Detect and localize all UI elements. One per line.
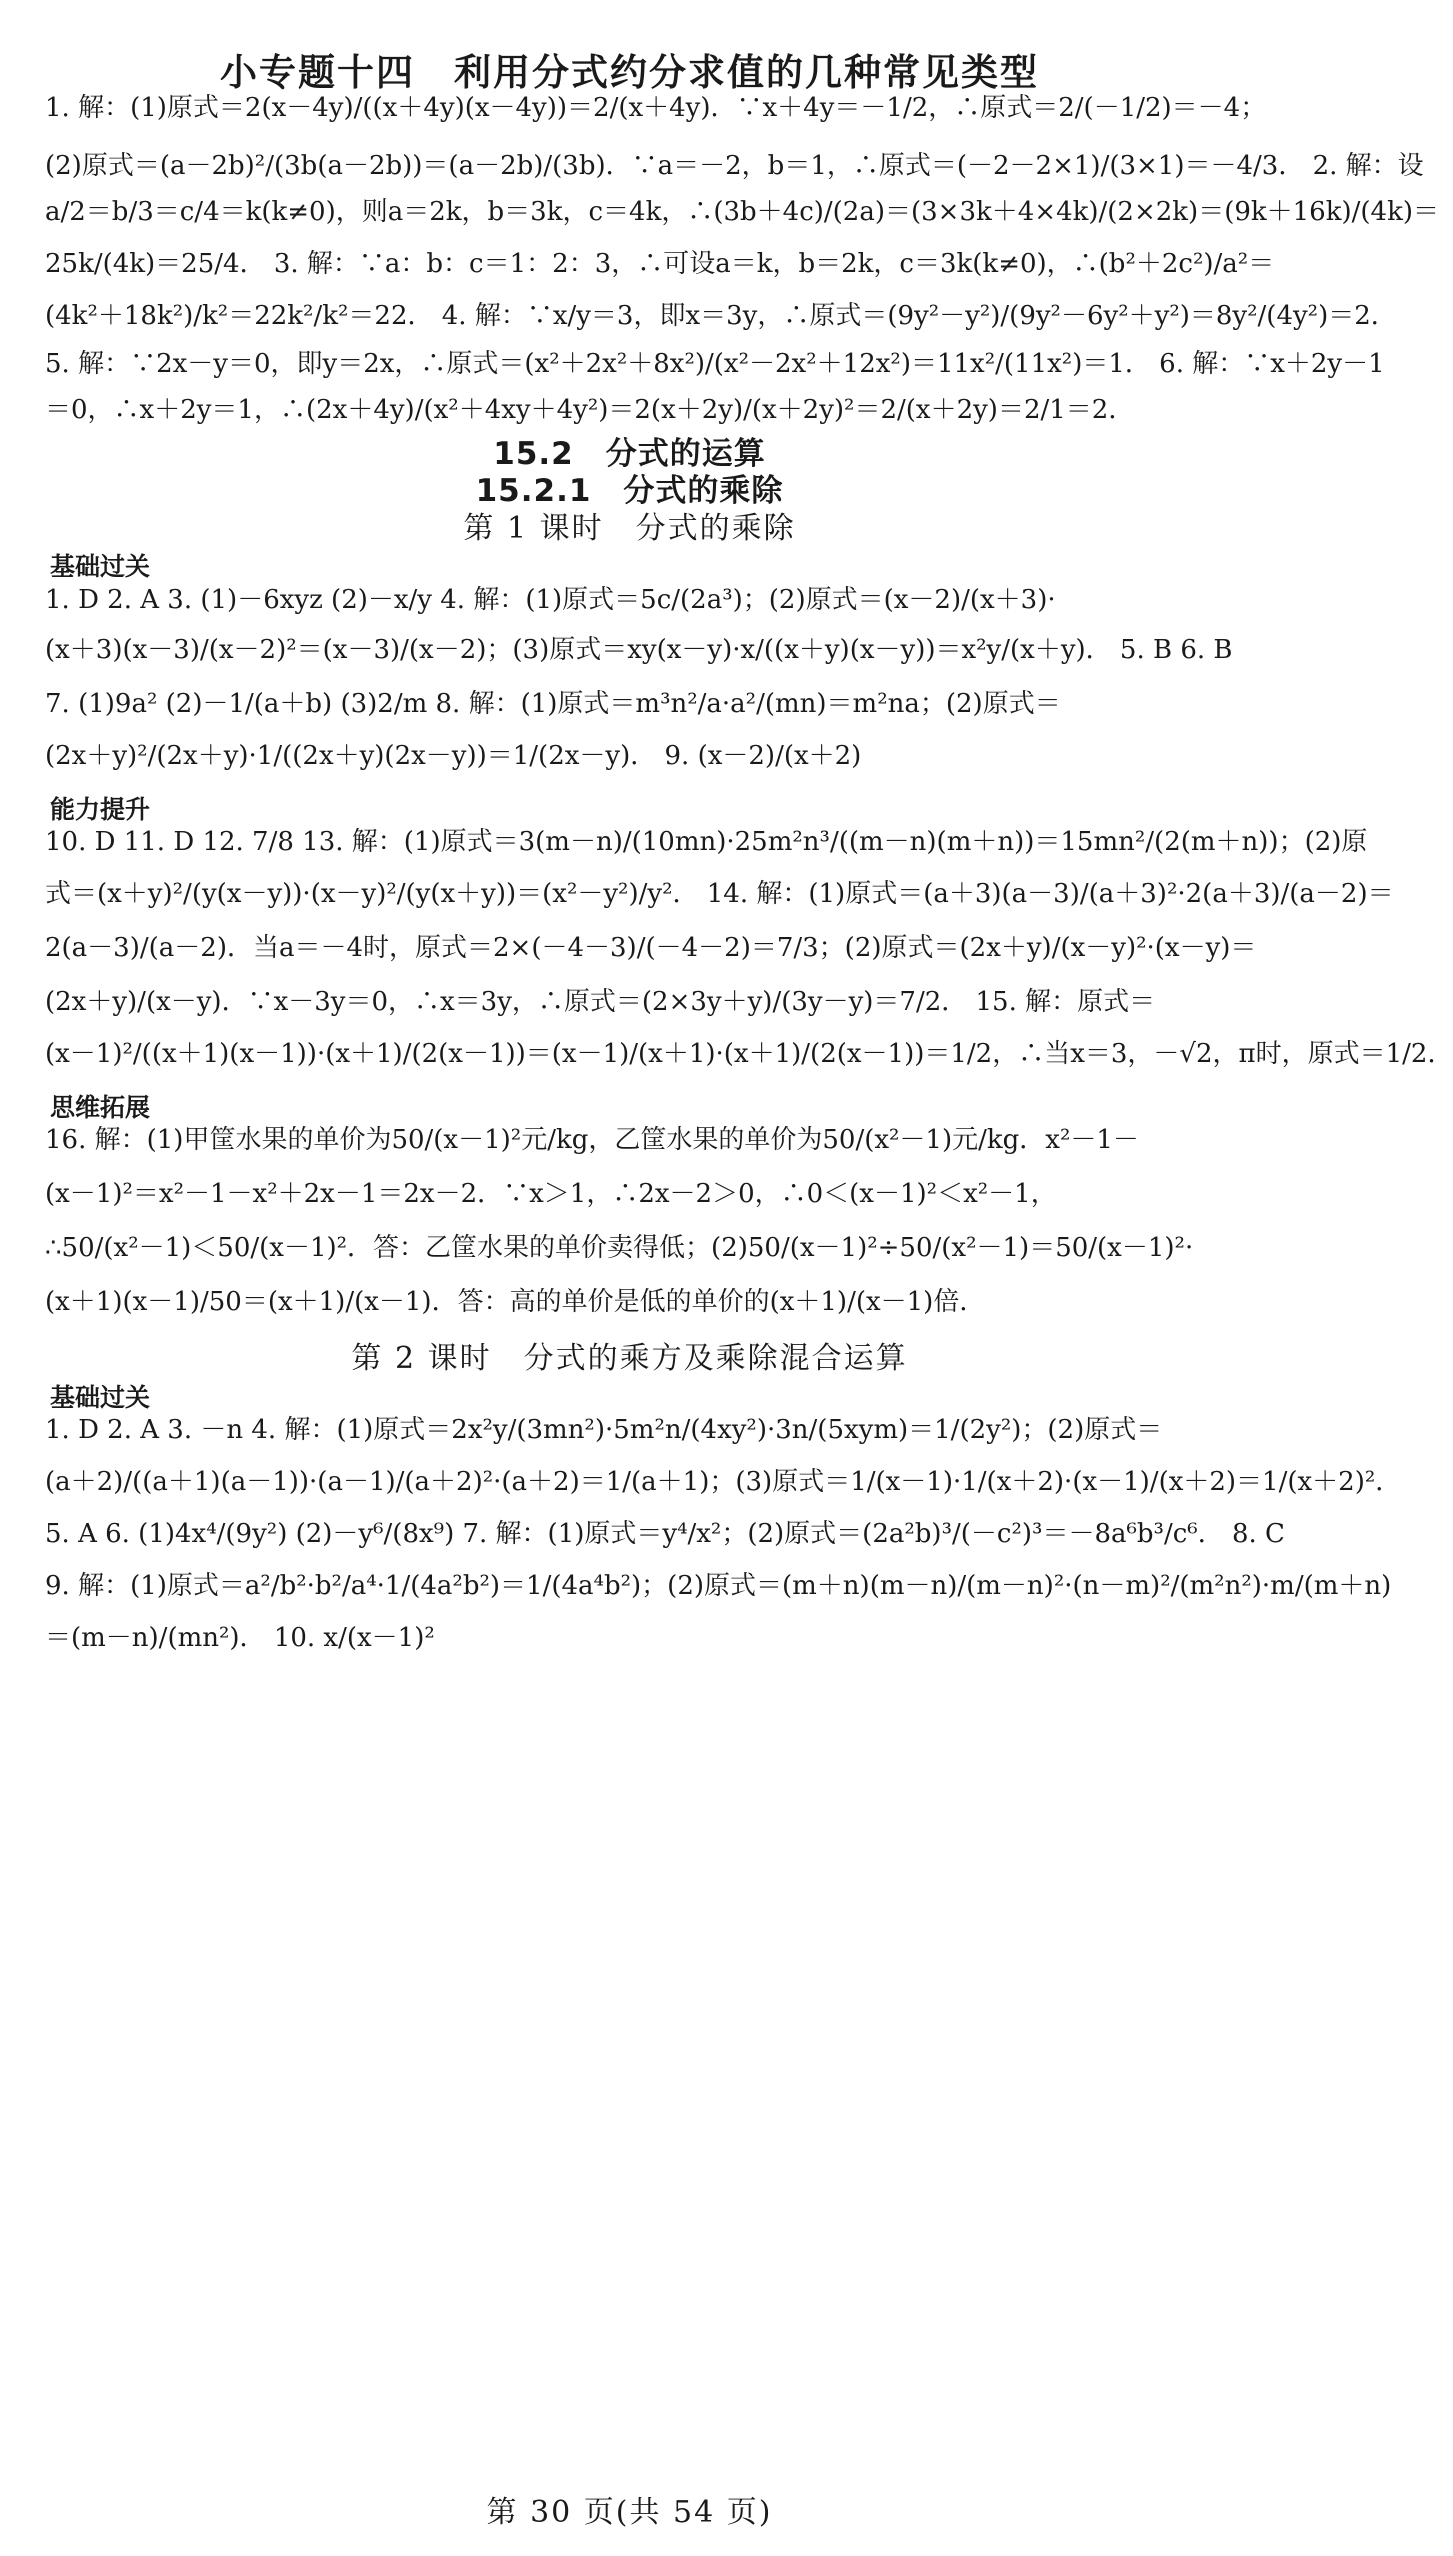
answer-line: ∴50/(x²－1)＜50/(x－1)²．答：乙筐水果的单价卖得低；(2)50/(x－1)²÷50/(x²－1)＝50/(x－1)²·	[45, 1233, 1194, 1263]
answer-line: (2x＋y)/(x－y)．∵x－3y＝0，∴x＝3y，∴原式＝(2×3y＋y)/(3y－y)＝7/2． 15. 解：原式＝	[45, 987, 1156, 1017]
subsection-title: 15.2.1 分式的乘除	[475, 473, 784, 509]
answer-line: (a＋2)/((a＋1)(a－1))·(a－1)/(a＋2)²·(a＋2)＝1/(a＋1)；(3)原式＝1/(x－1)·1/(x＋2)·(x－1)/(x＋2)＝1/(x＋2)²．	[45, 1467, 1402, 1497]
section-title: 15.2 分式的运算	[493, 436, 766, 472]
answer-line: (x＋3)(x－3)/(x－2)²＝(x－3)/(x－2)；(3)原式＝xy(x－y)·x/((x＋y)(x－y))＝x²y/(x＋y)． 5. B 6. B	[45, 635, 1233, 665]
answer-line: (2x＋y)²/(2x＋y)·1/((2x＋y)(2x－y))＝1/(2x－y)． 9. (x－2)/(x＋2)	[45, 741, 862, 771]
answer-line: (4k²＋18k²)/k²＝22k²/k²＝22． 4. 解：∵x/y＝3，即x＝3y，∴原式＝(9y²－y²)/(9y²－6y²＋y²)＝8y²/(4y²)＝2．	[45, 301, 1397, 331]
answer-line: 16. 解：(1)甲筐水果的单价为50/(x－1)²元/kg，乙筐水果的单价为50/(x²－1)元/kg．x²－1－	[45, 1125, 1139, 1155]
main-title: 小专题十四 利用分式约分求值的几种常见类型	[220, 51, 1039, 94]
answer-line: 9. 解：(1)原式＝a²/b²·b²/a⁴·1/(4a²b²)＝1/(4a⁴b²)；(2)原式＝(m＋n)(m－n)/(m－n)²·(n－m)²/(m²n²)·m/(m＋n)	[45, 1571, 1392, 1601]
page-footer: 第 30 页(共 54 页)	[486, 2495, 773, 2530]
answer-line: 1. 解：(1)原式＝2(x－4y)/((x＋4y)(x－4y))＝2/(x＋4y)．∵x＋4y＝－1/2，∴原式＝2/(－1/2)＝－4；	[45, 93, 1267, 123]
answer-line: ＝0，∴x＋2y＝1，∴(2x＋4y)/(x²＋4xy＋4y²)＝2(x＋2y)/(x＋2y)²＝2/(x＋2y)＝2/1＝2．	[45, 395, 1135, 425]
lesson-title: 第 1 课时 分式的乘除	[463, 511, 796, 546]
answer-line: 25k/(4k)＝25/4． 3. 解：∵a：b：c＝1：2：3，∴可设a＝k，b＝2k，c＝3k(k≠0)，∴(b²＋2c²)/a²＝	[45, 249, 1275, 279]
answer-line: (2)原式＝(a－2b)²/(3b(a－2b))＝(a－2b)/(3b)．∵a＝－2，b＝1，∴原式＝(－2－2×1)/(3×1)＝－4/3． 2. 解：设	[45, 151, 1424, 181]
answer-line: 5. 解：∵2x－y＝0，即y＝2x，∴原式＝(x²＋2x²＋8x²)/(x²－2x²＋12x²)＝11x²/(11x²)＝1． 6. 解：∵x＋2y－1	[45, 349, 1385, 379]
answer-line: 7. (1)9a² (2)－1/(a＋b) (3)2/m 8. 解：(1)原式＝m³n²/a·a²/(mn)＝m²na；(2)原式＝	[45, 689, 1061, 719]
answer-line: 式＝(x＋y)²/(y(x－y))·(x－y)²/(y(x＋y))＝(x²－y²)/y²． 14. 解：(1)原式＝(a＋3)(a－3)/(a＋3)²·2(a＋3)/(a－2)＝	[45, 879, 1394, 909]
answer-line: (x＋1)(x－1)/50＝(x＋1)/(x－1)．答：高的单价是低的单价的(x＋1)/(x－1)倍．	[45, 1287, 986, 1317]
answer-line: (x－1)²/((x＋1)(x－1))·(x＋1)/(2(x－1))＝(x－1)/(x＋1)·(x＋1)/(2(x－1))＝1/2，∴当x＝3，－√2，π时，原式＝1/2．	[45, 1039, 1453, 1069]
answer-line: (x－1)²＝x²－1－x²＋2x－1＝2x－2．∵x＞1，∴2x－2＞0，∴0＜(x－1)²＜x²－1，	[45, 1179, 1057, 1209]
answer-line: 10. D 11. D 12. 7/8 13. 解：(1)原式＝3(m－n)/(10mn)·25m²n³/((m－n)(m＋n))＝15mn²/(2(m＋n))；(2)原	[45, 827, 1368, 857]
section-heading: 能力提升	[50, 795, 151, 824]
section-heading: 基础过关	[50, 1383, 151, 1412]
answer-line: 1. D 2. A 3. (1)－6xyz (2)－x/y 4. 解：(1)原式＝5c/(2a³)；(2)原式＝(x－2)/(x＋3)·	[45, 585, 1056, 615]
answer-line: ＝(m－n)/(mn²)． 10. x/(x－1)²	[45, 1623, 435, 1653]
section-heading: 基础过关	[50, 552, 151, 581]
lesson-title: 第 2 课时 分式的乘方及乘除混合运算	[351, 1341, 908, 1376]
section-heading: 思维拓展	[50, 1093, 151, 1122]
answer-line: a/2＝b/3＝c/4＝k(k≠0)，则a＝2k，b＝3k，c＝4k，∴(3b＋4c)/(2a)＝(3×3k＋4×4k)/(2×2k)＝(9k＋16k)/(4k)＝	[45, 197, 1439, 227]
answer-line: 2(a－3)/(a－2)．当a＝－4时，原式＝2×(－4－3)/(－4－2)＝7/3；(2)原式＝(2x＋y)/(x－y)²·(x－y)＝	[45, 933, 1257, 963]
answer-line: 1. D 2. A 3. －n 4. 解：(1)原式＝2x²y/(3mn²)·5m²n/(4xy²)·3n/(5xym)＝1/(2y²)；(2)原式＝	[45, 1415, 1163, 1445]
answer-line: 5. A 6. (1)4x⁴/(9y²) (2)－y⁶/(8x⁹) 7. 解：(1)原式＝y⁴/x²；(2)原式＝(2a²b)³/(－c²)³＝－8a⁶b³/c⁶． 8. C	[45, 1519, 1285, 1549]
